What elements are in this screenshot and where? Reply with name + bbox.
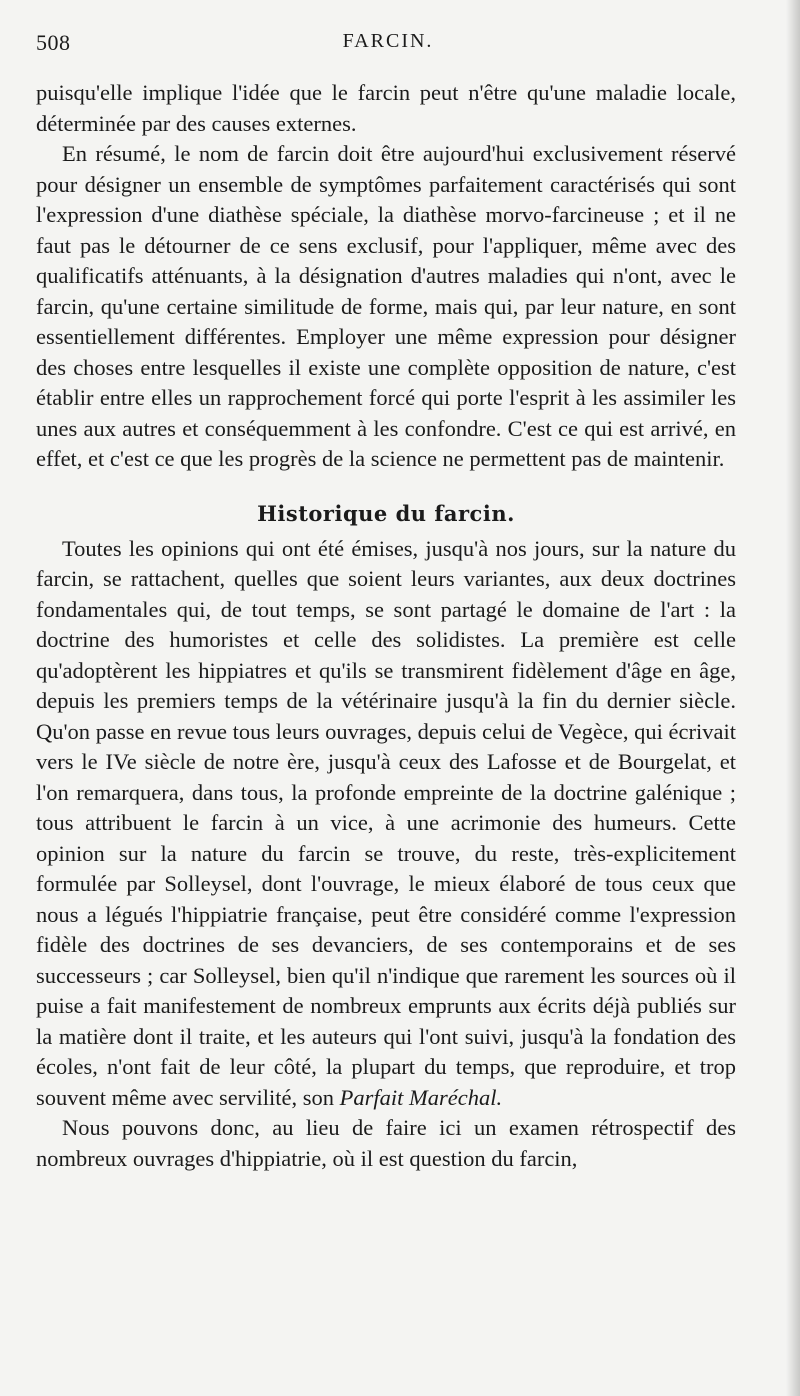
book-title-italic: Parfait Maréchal. bbox=[339, 1084, 503, 1110]
paragraph-historique bbox=[36, 534, 736, 1114]
paragraph-final: Nous pouvons donc, au lieu de faire ici un examen rétrospectif des nombreux ouvrages d'hippiatrie, où il est question du farcin, bbox=[36, 1115, 736, 1171]
running-head: FARCIN. bbox=[342, 30, 434, 52]
paragraph-historique-text: Toutes les opinions qui ont été émises, jusqu'à nos jours, sur la nature du farcin, se rattachent, quelles que soient leurs variantes, aux deux doctrines fondamentales qui, de tout temps, se sont partagé le domaine de l'art : la doctrine des humoristes et celle des solidistes. La première est celle qu'adoptèrent les hippiatres et qu'ils se transmirent fidèlement d'âge en âge, depuis les premiers temps de la vétérinaire jusqu'à la fin du dernier siècle. Qu'on passe en revue tous leurs ouvrages, depuis celui de Vegèce, qui écrivait vers le IVe siècle de notre ère, jusqu'à ceux des Lafosse et de Bourgelat, et l'on remarquera, dans tous, la profonde empreinte de la doctrine galénique ; tous attribuent le farcin à un vice, à une acrimonie des humeurs. Cette opinion sur la nature du farcin se trouve, du reste, très-explicitement formulée par Solleysel, dont l'ouvrage, le mieux élaboré de tous ceux que nous a légués l'hippiatrie française, peut être considéré comme l'expression fidèle des doctrines de ses devanciers, de ses contemporains et de ses successeurs ; car Solleysel, bien qu'il n'indique que rarement les sources où il puise a fait manifestement de nombreux emprunts aux écrits déjà publiés sur la matière dont il traite, et les auteurs qui l'ont suivi, jusqu'à la fondation des écoles, n'ont fait de leur côté, la plupart du temps, que reproduire, et trop souvent même avec servilité, son bbox=[36, 535, 736, 1110]
paragraph-resume: En résumé, le nom de farcin doit être aujourd'hui exclusivement réservé pour désigner un ensemble de symptômes parfaitement caractérisés qui sont l'expression d'une diathèse spéciale, la diathèse morvo-farcineuse ; et il ne faut pas le détourner de ce sens exclusif, pour l'appliquer, même avec des qualificatifs atténuants, à la désignation d'autres maladies qui n'ont, avec le farcin, qu'une certaine similitude de forme, mais qui, par leur nature, en sont essentiellement différentes. Employer une même expression pour désigner des choses entre lesquelles il existe une complète opposition de nature, c'est établir entre elles un rapprochement forcé qui porte l'esprit à les assimiler les unes aux autres et conséquemment à les confondre. C'est ce qui est arrivé, en effet, et c'est ce que les progrès de la science ne permettent pas de maintenir. bbox=[36, 141, 736, 471]
body-text bbox=[36, 78, 736, 1174]
page-header bbox=[36, 30, 740, 64]
section-heading: Historique du farcin. bbox=[257, 500, 515, 526]
page-number: 508 bbox=[36, 30, 71, 55]
paragraph-continuation: puisqu'elle implique l'idée que le farcin peut n'être qu'une maladie locale, déterminée par des causes externes. bbox=[36, 80, 736, 136]
